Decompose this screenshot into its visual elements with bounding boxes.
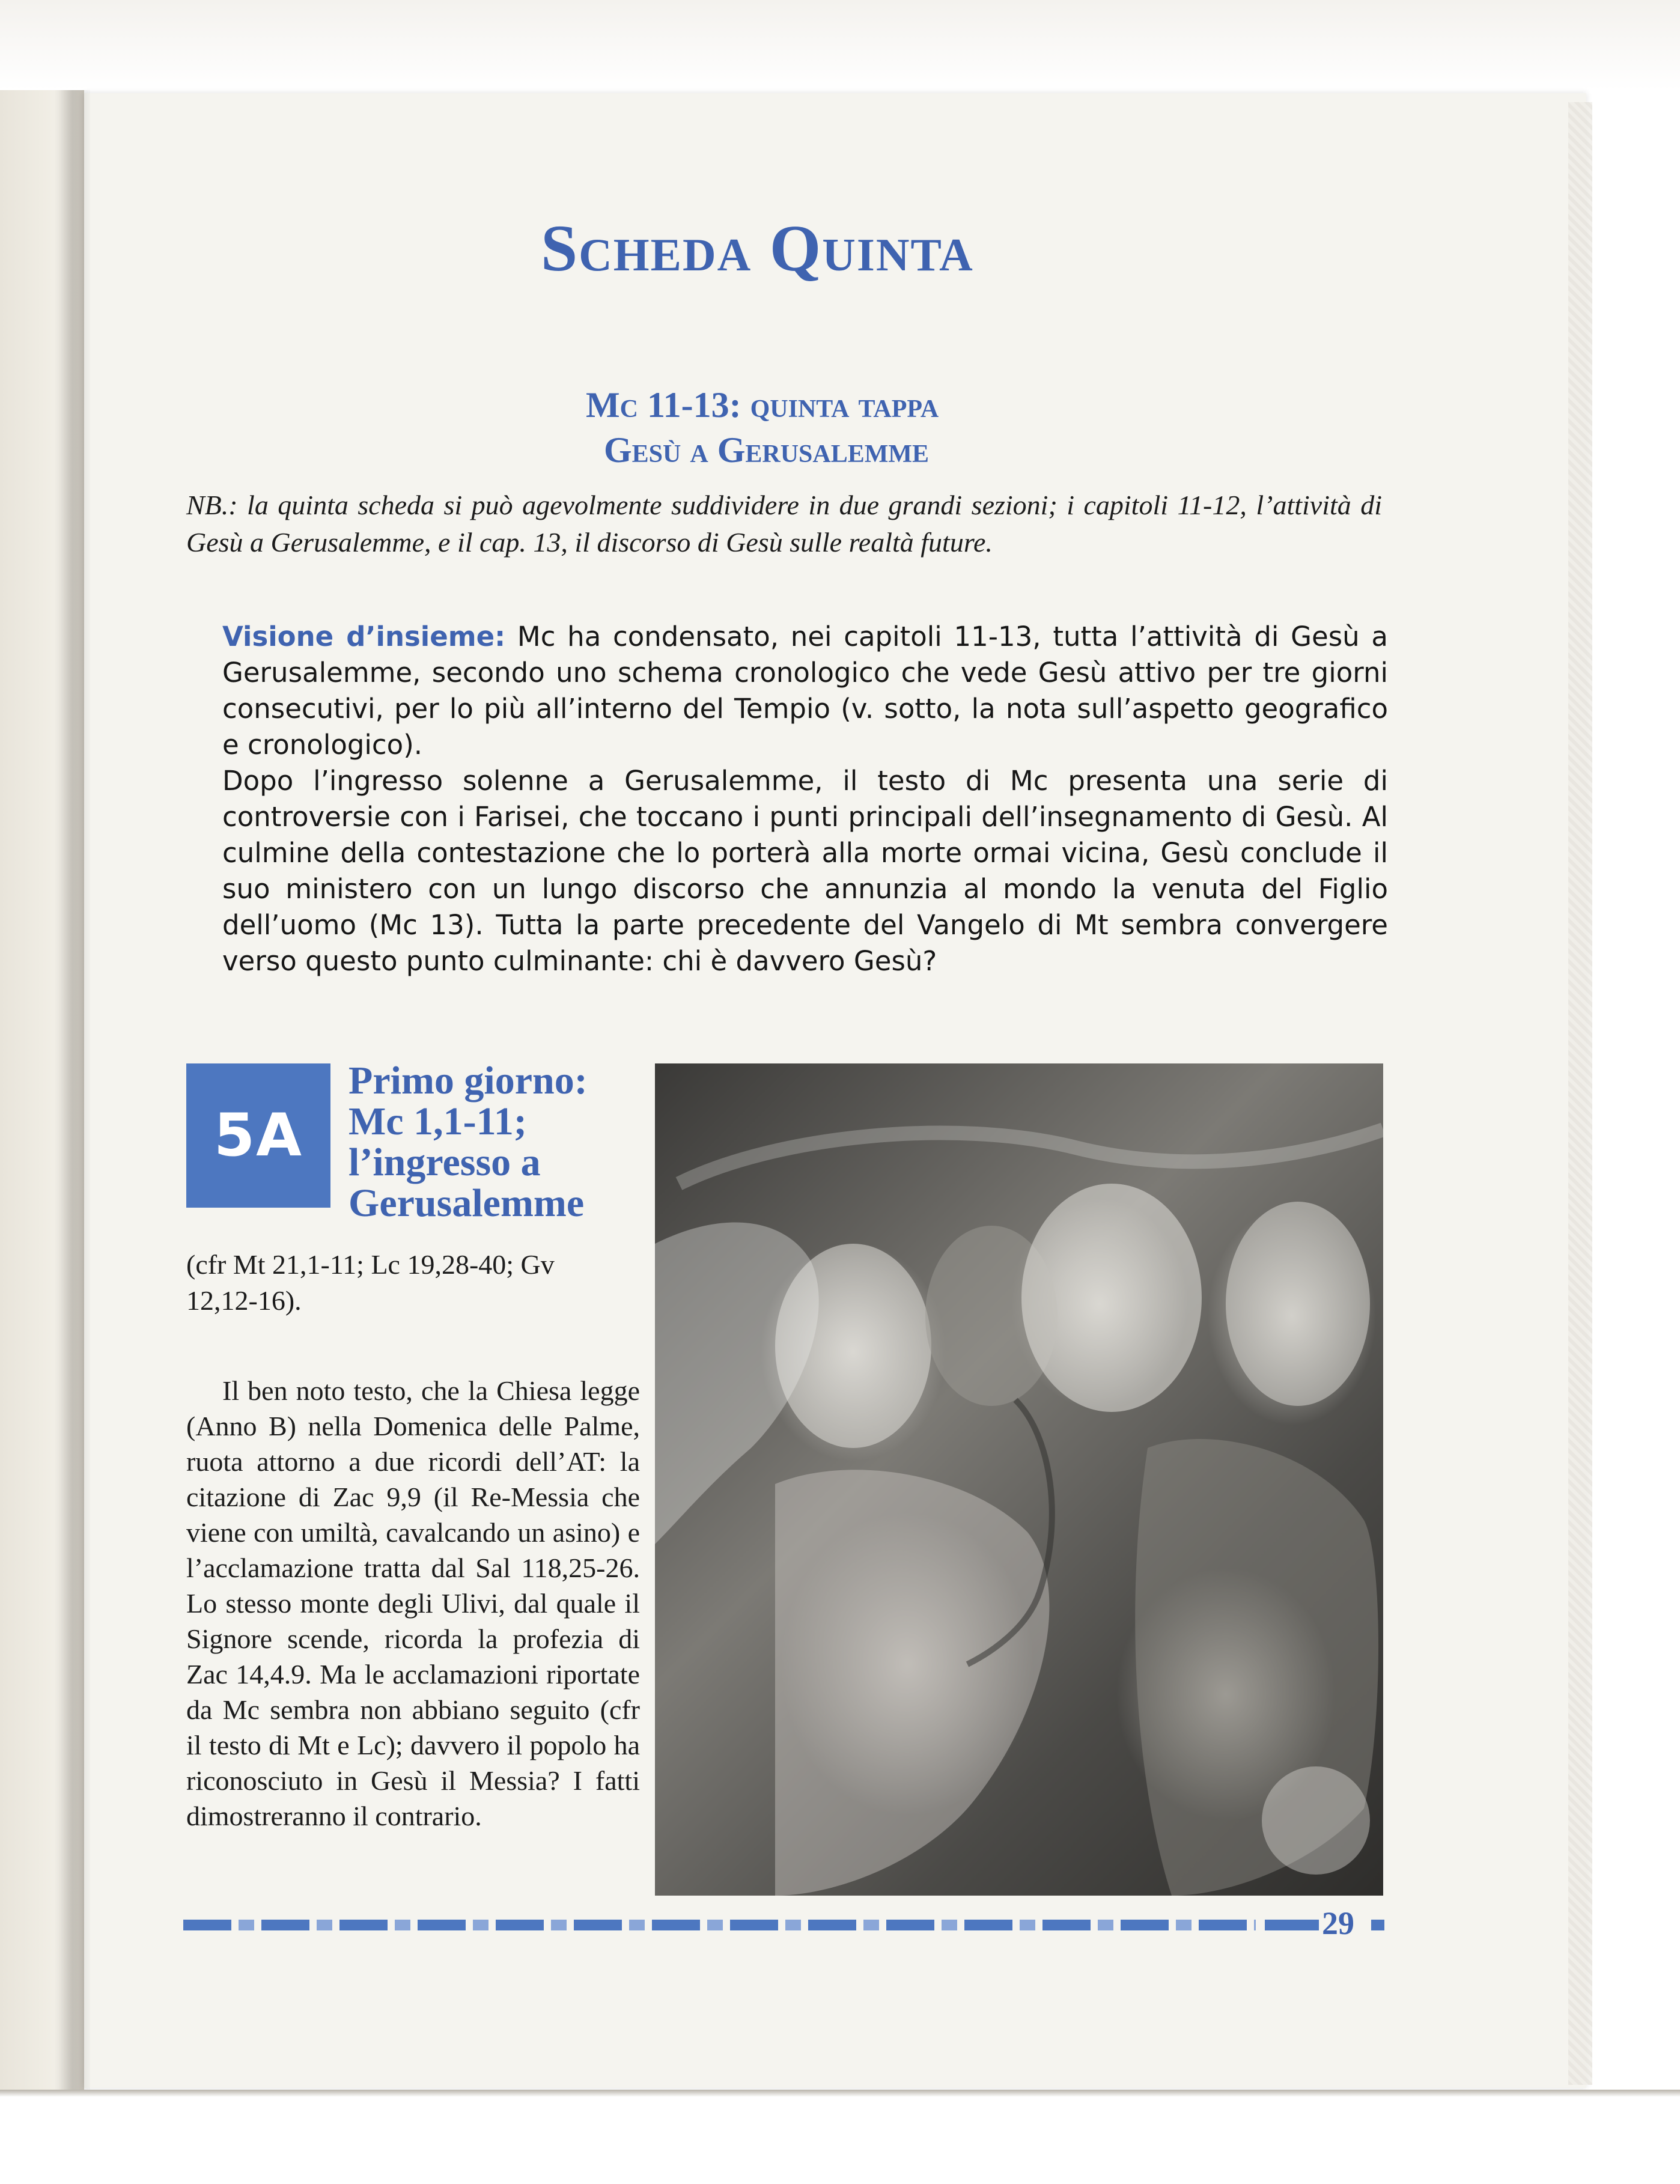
- page-subtitle-second-line: Gesù a Gerusalemme: [604, 430, 930, 470]
- section-title: Primo giorno: Mc 1,1-11; l’ingresso a Gerusalemme: [348, 1059, 588, 1225]
- nb-note: NB.: la quinta scheda si può agevolmente suddividere in due grandi sezioni; i capitoli 11-12, l’attività di Gesù a Gerusalemme, e il cap. 13, il discorso di Gesù sulle realtà future.: [186, 490, 1382, 558]
- page-edge-texture: [1568, 102, 1592, 2085]
- overview-section: [222, 619, 1388, 979]
- overview-text-1: Mc ha condensato, nei capitoli 11-13, tutta l’attività di Gesù a Gerusalemme, secondo uno schema cronologico che vede Gesù attivo per tre giorni consecutivi, per lo più all’interno del Tempio (v. sotto, la nota sull’aspetto geografico e cronologico).: [222, 621, 1388, 761]
- section-badge: 5A: [186, 1063, 330, 1208]
- sculpture-photo: [655, 1063, 1383, 1896]
- book-gutter: [54, 90, 90, 2091]
- sculpture-relief-illustration: [655, 1063, 1383, 1896]
- page-subtitle: Mc 11-13: quinta tappa: [586, 385, 939, 425]
- section-body-text: Il ben noto testo, che la Chiesa legge (Anno B) nella Domenica delle Palme, ruota attorno a due ricordi dell’AT: la citazione di Zac 9,9 (il Re-Messia che viene con umiltà, cavalcando un asino) e l’acclamazione tratta dal Sal 118,25-26. Lo stesso monte degli Ulivi, dal quale il Signore scende, ricorda la profezia di Zac 14,4.9. Ma le acclamazioni riportate da Mc sembra non abbiano seguito (cfr il testo di Mt e Lc); davvero il popolo ha riconosciuto in Gesù il Messia? I fatti dimostreranno il contrario.: [186, 1375, 640, 1831]
- footer-decorative-bar-end: [1265, 1920, 1319, 1930]
- page-number: 29: [1322, 1905, 1354, 1941]
- overview-paragraph-1: [222, 619, 1388, 763]
- scan-top-margin: [0, 0, 1680, 90]
- overview-label: Visione d’insieme:: [222, 621, 506, 652]
- section-references: (cfr Mt 21,1-11; Lc 19,28-40; Gv 12,12-16).: [186, 1249, 555, 1316]
- page-title: Scheda Quinta: [541, 211, 974, 285]
- page-bottom-edge: [0, 2090, 1680, 2097]
- footer-decorative-bar-tail: [1371, 1920, 1384, 1930]
- footer-decorative-bar: [183, 1920, 1256, 1930]
- overview-paragraph-2: Dopo l’ingresso solenne a Gerusalemme, il testo di Mc presenta una serie di controversie con i Farisei, che toccano i punti principali dell’insegnamento di Gesù. Al culmine della contestazione che lo porterà alla morte ormai vicina, Gesù conclude il suo ministero con un lungo discorso che annunzia al mondo la venuta del Figlio dell’uomo (Mc 13). Tutta la parte precedente del Vangelo di Mt sembra convergere verso questo punto culminante: chi è davvero Gesù?: [222, 765, 1388, 977]
